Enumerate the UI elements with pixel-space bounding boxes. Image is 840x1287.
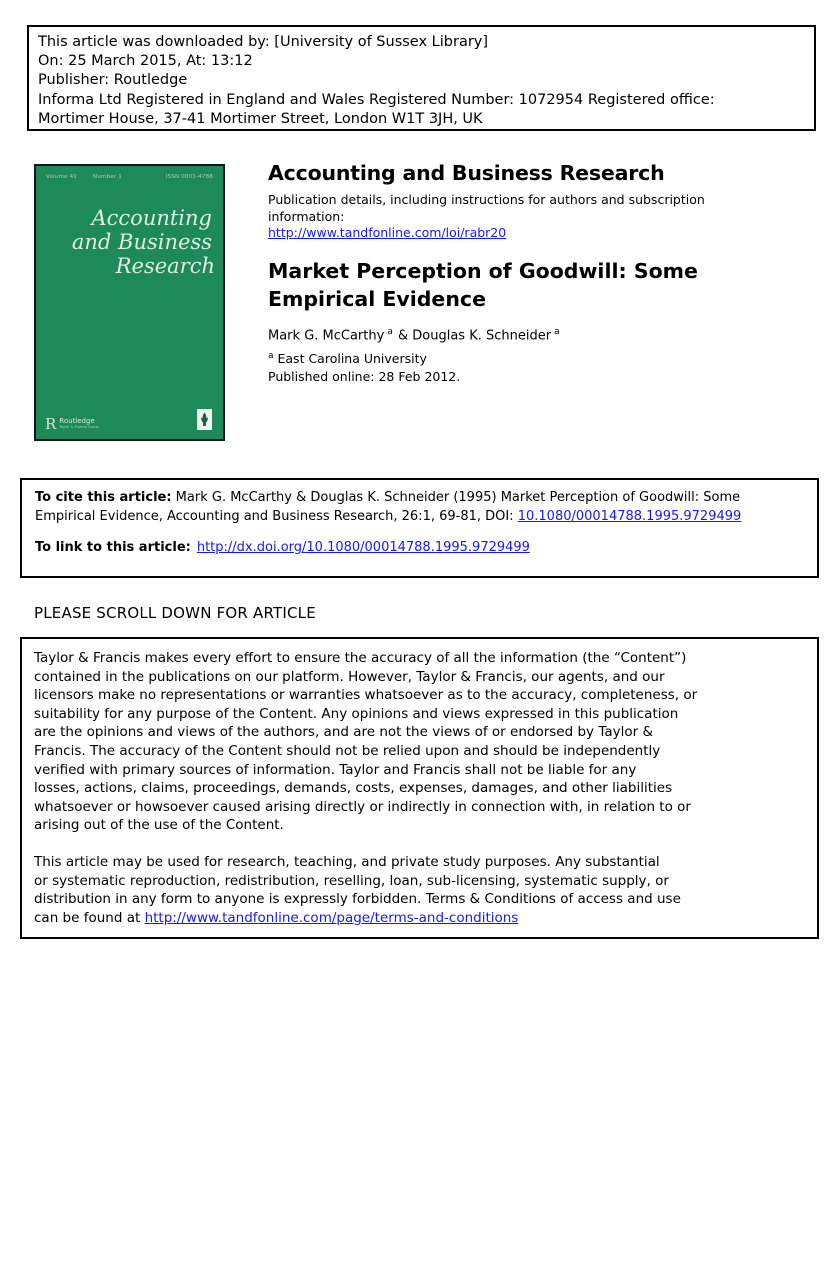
disclaimer-line: losses, actions, claims, proceedings, demands, costs, expenses, damages, and other liabilities (34, 780, 673, 797)
journal-cover (34, 164, 225, 441)
cite-line (35, 488, 804, 507)
routledge-logo-subtext: Taylor & Francis Group (59, 425, 99, 429)
disclaimer-line: Taylor & Francis makes every effort to ensure the accuracy of all the information (the “Content”) (34, 650, 687, 666)
disclaimer-paragraph (34, 649, 805, 835)
article-title-line: Empirical Evidence (268, 287, 486, 311)
journal-url-link[interactable]: http://www.tandfonline.com/loi/rabr20 (268, 225, 507, 240)
thistle-icon (200, 412, 209, 427)
publication-details (268, 192, 820, 225)
affiliation-name: East Carolina University (277, 350, 427, 366)
link-label: To link to this article: (35, 540, 191, 555)
citation-box (20, 478, 819, 578)
journal-title: Accounting and Business Research (268, 161, 665, 185)
author-separator: & (397, 327, 409, 343)
disclaimer-line: verified with primary sources of information. Taylor and Francis shall not be liable for any (34, 761, 637, 778)
disclaimer-line: whatsoever or howsoever caused arising directly or indirectly in connection with, in relation to or (34, 798, 691, 815)
author-affiliation (268, 351, 820, 366)
article-title (268, 257, 820, 314)
cite-label: To cite this article: (35, 490, 172, 505)
disclaimer-box (20, 637, 819, 939)
doi-link[interactable]: 10.1080/00014788.1995.9729499 (517, 509, 742, 524)
cite-text: Empirical Evidence, Accounting and Business Research, 26:1, 69-81, DOI: (35, 509, 518, 524)
usage-terms-line (34, 909, 805, 928)
usage-terms-line: distribution in any form to anyone is expressly forbidden. Terms & Conditions of access and use (34, 891, 681, 908)
cover-title-line: Research (115, 254, 215, 278)
disclaimer-line: are the opinions and views of the authors, and are not the views of or endorsed by Taylor & (34, 724, 653, 741)
disclaimer-line: licensors make no representations or warranties whatsoever as to the accuracy, completeness, or (34, 687, 698, 704)
download-info-box (27, 25, 816, 131)
disclaimer-line: Francis. The accuracy of the Content should not be relied upon and should be independently (34, 742, 661, 759)
affiliation-marker: a (268, 350, 274, 361)
cite-text: Mark G. McCarthy & Douglas K. Schneider (1995) Market Perception of Goodwill: Some (171, 490, 741, 505)
registered-office-line: Mortimer House, 37-41 Mortimer Street, London W1T 3JH, UK (38, 110, 483, 127)
usage-terms-line: or systematic reproduction, redistribution, reselling, loan, sub-licensing, systematic supply, or (34, 872, 669, 889)
disclaimer-line: arising out of the use of the Content. (34, 817, 284, 834)
author-affiliation-marker: a (554, 326, 560, 337)
cite-line (35, 507, 804, 526)
usage-terms-text: can be found at (34, 909, 145, 926)
article-authors (268, 327, 820, 343)
download-date-line: On: 25 March 2015, At: 13:12 (38, 53, 253, 70)
scroll-down-notice: PLEASE SCROLL DOWN FOR ARTICLE (34, 604, 316, 622)
registration-line: Informa Ltd Registered in England and Wales Registered Number: 1072954 Registered office: (38, 91, 715, 108)
article-title-line: Market Perception of Goodwill: Some (268, 258, 698, 283)
published-online-date: Published online: 28 Feb 2012. (268, 368, 461, 384)
article-url-link[interactable]: http://dx.doi.org/10.1080/00014788.1995.9729499 (196, 540, 530, 555)
cover-number: Number 1 (93, 174, 122, 180)
author-affiliation-marker: a (387, 326, 393, 337)
cover-volume: Volume 41 (46, 174, 78, 180)
routledge-r-icon: R (45, 415, 57, 433)
cover-journal-title (71, 206, 215, 278)
terms-link[interactable]: http://www.tandfonline.com/page/terms-and-conditions (144, 909, 519, 926)
publication-details-line: Publication details, including instructions for authors and subscription (268, 192, 705, 207)
publication-details-line: information: (268, 208, 345, 224)
usage-terms-paragraph (34, 853, 805, 927)
disclaimer-line: contained in the publications on our platform. However, Taylor & Francis, our agents, and our (34, 668, 665, 685)
journal-emblem-icon (197, 409, 212, 430)
cover-title-line: Accounting (91, 206, 212, 230)
author-name: Mark G. McCarthy (268, 327, 385, 343)
cover-issn: ISSN 0001-4788 (165, 174, 213, 180)
link-to-article-line (35, 538, 804, 557)
publisher-line: Publisher: Routledge (38, 72, 188, 89)
author-name: Douglas K. Schneider (412, 327, 552, 343)
routledge-logo-name: Routledge (59, 417, 95, 425)
usage-terms-line: This article may be used for research, teaching, and private study purposes. Any substantial (34, 853, 660, 870)
routledge-logo (45, 415, 99, 433)
cover-title-line: and Business (71, 230, 212, 254)
article-header-column (268, 161, 820, 384)
disclaimer-line: suitability for any purpose of the Content. Any opinions and views expressed in this publication (34, 705, 679, 722)
downloaded-by-line: This article was downloaded by: [University of Sussex Library] (38, 34, 489, 50)
cover-volume-number (46, 174, 122, 180)
